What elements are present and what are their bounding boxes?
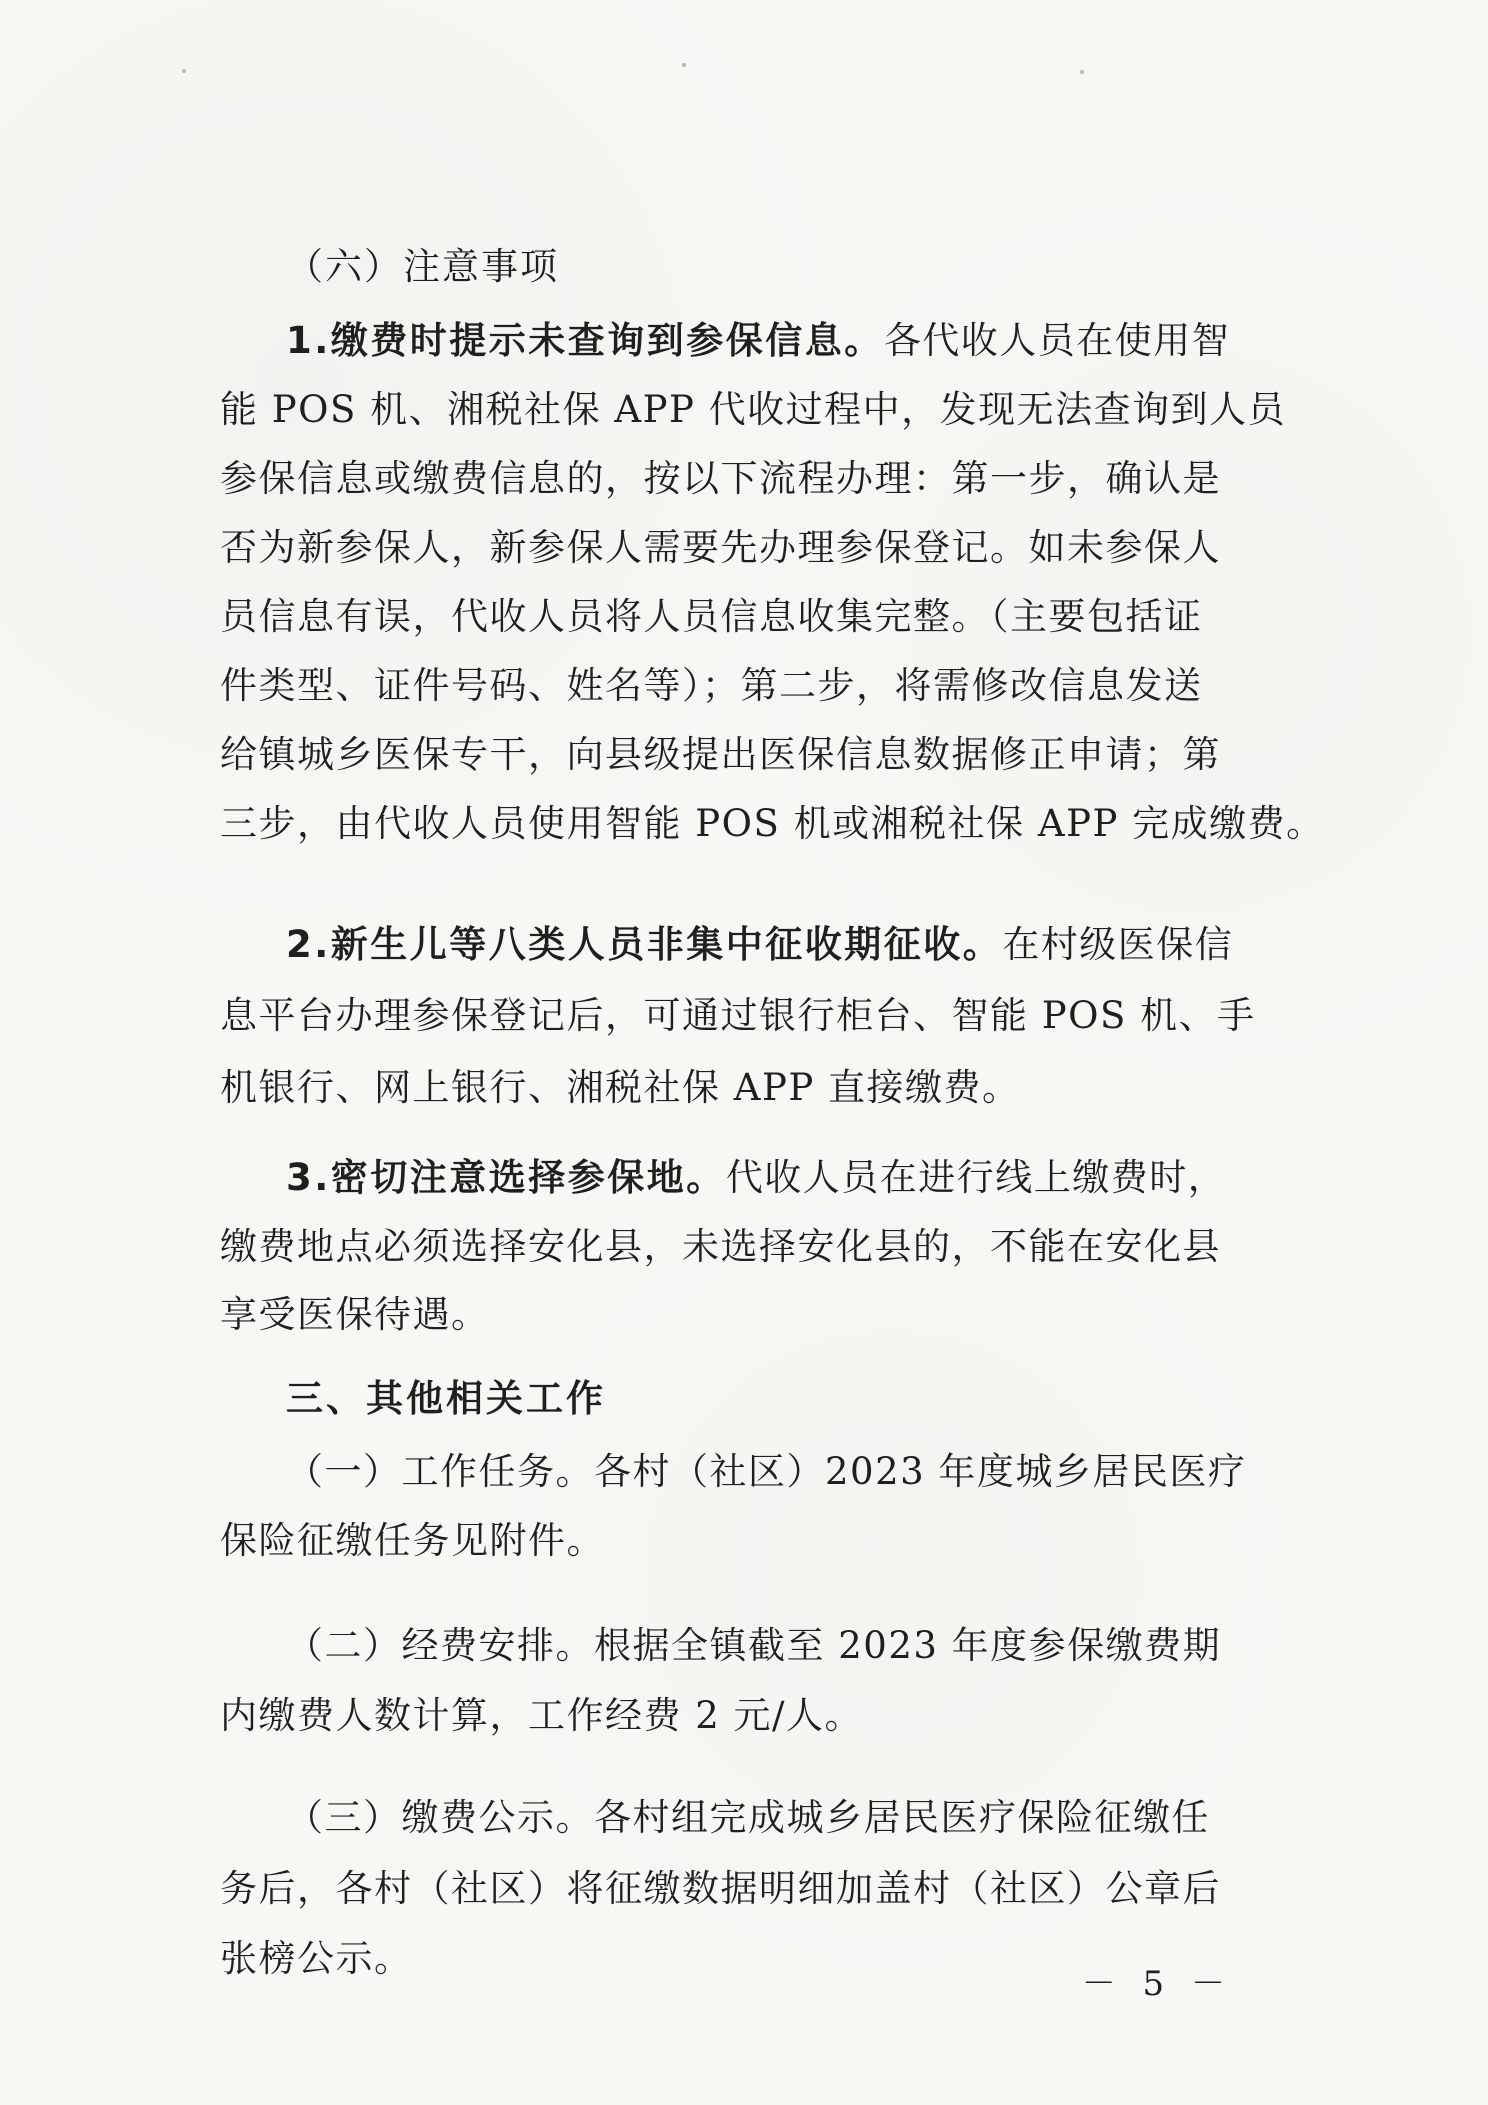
section-item-2-line-1: （二）经费安排。根据全镇截至 2023 年度参保缴费期: [286, 1624, 1222, 1667]
item-2-line-3: 机银行、网上银行、湘税社保 APP 直接缴费。: [220, 1066, 1021, 1109]
item-1-line-8: 三步，由代收人员使用智能 POS 机或湘税社保 APP 完成缴费。: [220, 802, 1325, 845]
item-3-title: 3.密切注意选择参保地。: [286, 1156, 726, 1199]
scan-speck: [682, 63, 686, 67]
item-2-line-2: 息平台办理参保登记后，可通过银行柜台、智能 POS 机、手: [220, 994, 1256, 1037]
item-1-line-4: 否为新参保人，新参保人需要先办理参保登记。如未参保人: [220, 526, 1221, 569]
section-item-1-line-1: （一）工作任务。各村（社区）2023 年度城乡居民医疗: [286, 1450, 1247, 1493]
item-1-line-1-rest: 各代收人员在使用智: [883, 319, 1231, 362]
scan-speck: [182, 69, 186, 73]
item-1-line-6: 件类型、证件号码、姓名等）；第二步，将需修改信息发送: [220, 664, 1203, 707]
item-1-title: 1.缴费时提示未查询到参保信息。: [286, 319, 884, 362]
subheading-notes: （六）注意事项: [286, 245, 559, 288]
page-number: － 5 －: [1081, 1964, 1233, 2004]
section-title-other-work: 三、其他相关工作: [286, 1377, 606, 1420]
item-1-line-7: 给镇城乡医保专干，向县级提出医保信息数据修正申请；第: [220, 733, 1221, 776]
item-3-line-2: 缴费地点必须选择安化县，未选择安化县的，不能在安化县: [220, 1225, 1221, 1268]
scan-speck: [1080, 70, 1084, 74]
section-item-3-line-2: 务后，各村（社区）将征缴数据明细加盖村（社区）公章后: [220, 1867, 1221, 1910]
item-3-line-3: 享受医保待遇。: [220, 1293, 490, 1336]
item-2-line-1: [286, 922, 1233, 968]
item-1-line-1: [286, 318, 1230, 364]
item-2-title: 2.新生儿等八类人员非集中征收期征收。: [286, 923, 1003, 966]
section-item-3-line-3: 张榜公示。: [220, 1937, 413, 1980]
section-item-1-line-2: 保险征缴任务见附件。: [220, 1519, 605, 1562]
item-2-line-1-rest: 在村级医保信: [1002, 923, 1234, 966]
item-1-line-2: 能 POS 机、湘税社保 APP 代收过程中，发现无法查询到人员: [220, 388, 1287, 431]
item-1-line-3: 参保信息或缴费信息的，按以下流程办理：第一步，确认是: [220, 457, 1221, 500]
item-3-line-1-rest: 代收人员在进行线上缴费时，: [725, 1156, 1227, 1199]
section-item-3-line-1: （三）缴费公示。各村组完成城乡居民医疗保险征缴任: [286, 1796, 1210, 1839]
section-item-2-line-2: 内缴费人数计算，工作经费 2 元/人。: [220, 1694, 864, 1737]
item-3-line-1: [286, 1155, 1226, 1201]
item-1-line-5: 员信息有误，代收人员将人员信息收集完整。（主要包括证: [220, 595, 1203, 638]
